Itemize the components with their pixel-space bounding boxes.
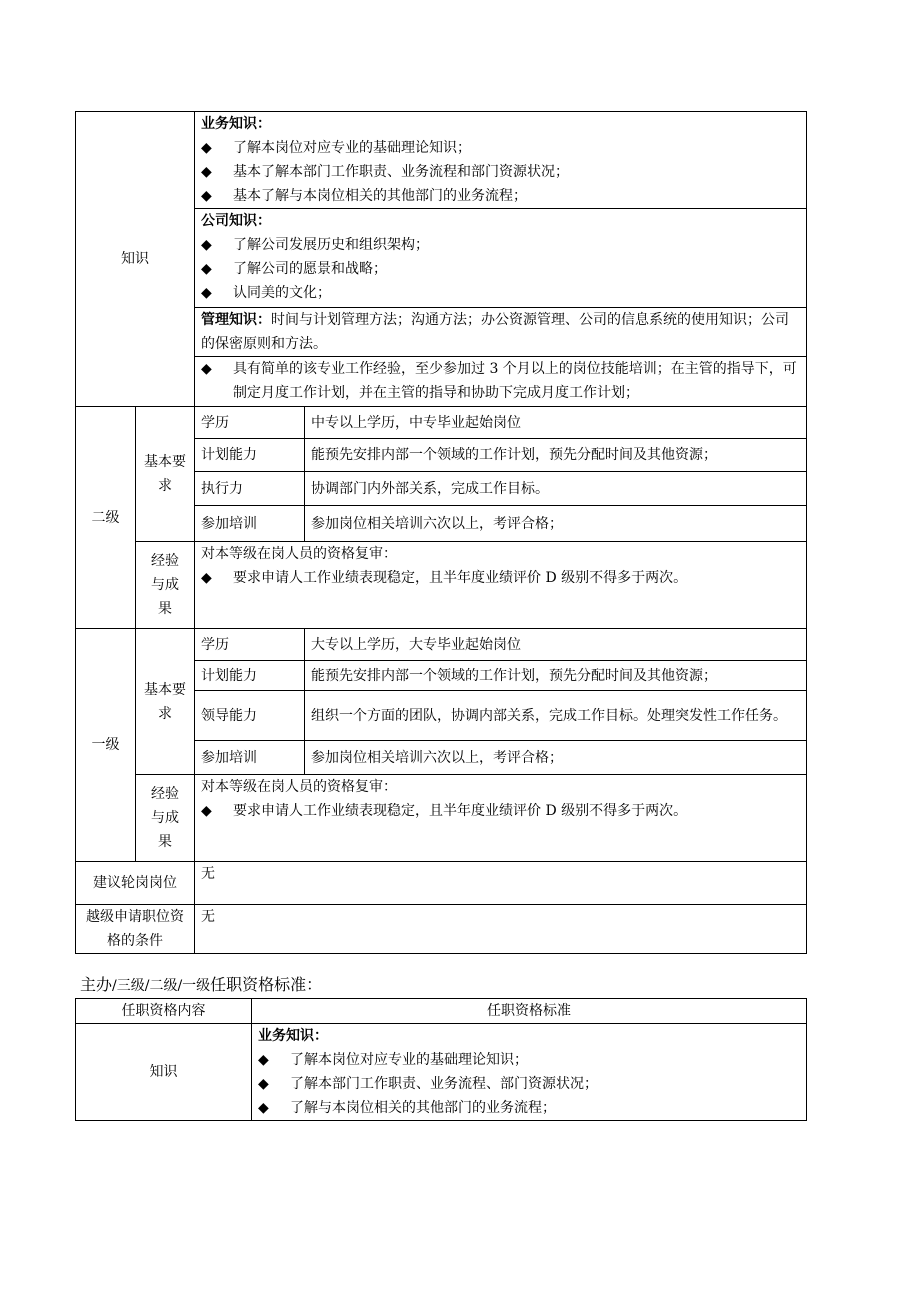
requirement-key: 领导能力 xyxy=(195,691,305,741)
requirement-value: 能预先安排内部一个领域的工作计划，预先分配时间及其他资源； xyxy=(305,439,807,472)
list-item: ◆ 基本了解本部门工作职责、业务流程和部门资源状况； xyxy=(201,160,800,184)
requirement-value: 协调部门内外部关系，完成工作目标。 xyxy=(305,472,807,506)
qualification-table-lower xyxy=(75,998,807,1121)
level-1-label: 一级 xyxy=(76,629,136,862)
management-knowledge-cell xyxy=(195,308,807,357)
list-item: ◆ 要求申请人工作业绩表现稳定，且半年度业绩评价 D 级别不得多于两次。 xyxy=(201,799,800,823)
company-knowledge-cell xyxy=(195,209,807,308)
skip-level-label: 越级申请职位资格的条件 xyxy=(76,905,195,954)
diamond-bullet-icon: ◆ xyxy=(201,261,212,277)
business-knowledge-title: 业务知识： xyxy=(201,116,271,132)
management-knowledge-text: 时间与计划管理方法；沟通方法；办公资源管理、公司的信息系统的使用知识；公司的保密原则和方法。 xyxy=(201,312,789,352)
business-knowledge-cell xyxy=(252,1024,807,1121)
diamond-bullet-icon: ◆ xyxy=(258,1052,269,1068)
requirement-key: 计划能力 xyxy=(195,439,305,472)
list-item: ◆ 具有简单的该专业工作经验，至少参加过 3 个月以上的岗位技能培训；在主管的指导下，可制定月度工作计划，并在主管的指导和协助下完成月度工作计划； xyxy=(201,357,800,405)
experience-results-label: 经验与成果 xyxy=(136,775,195,862)
diamond-bullet-icon: ◆ xyxy=(201,164,212,180)
diamond-bullet-icon: ◆ xyxy=(201,361,212,377)
company-knowledge-title: 公司知识： xyxy=(201,213,271,229)
requirement-value: 能预先安排内部一个领域的工作计划，预先分配时间及其他资源； xyxy=(305,661,807,691)
diamond-bullet-icon: ◆ xyxy=(258,1100,269,1116)
list-item: ◆ 了解本岗位对应专业的基础理论知识； xyxy=(258,1048,800,1072)
experience-cell xyxy=(195,357,807,407)
experience-results-cell xyxy=(195,542,807,629)
list-item: ◆ 了解公司的愿景和战略； xyxy=(201,257,800,281)
requirement-key: 参加培训 xyxy=(195,741,305,775)
requirement-key: 计划能力 xyxy=(195,661,305,691)
experience-results-label: 经验与成果 xyxy=(136,542,195,629)
section-title: 主办/三级/二级/一级任职资格标准： xyxy=(80,975,323,994)
experience-results-cell xyxy=(195,775,807,862)
list-item: ◆ 了解本岗位对应专业的基础理论知识； xyxy=(201,136,800,160)
requirement-key: 执行力 xyxy=(195,472,305,506)
level-2-label: 二级 xyxy=(76,407,136,629)
list-item: ◆ 认同美的文化； xyxy=(201,281,800,305)
list-item: ◆ 了解本部门工作职责、业务流程、部门资源状况； xyxy=(258,1072,800,1096)
rotation-value: 无 xyxy=(195,862,807,905)
basic-requirements-label: 基本要求 xyxy=(136,629,195,775)
list-item: ◆ 要求申请人工作业绩表现稳定，且半年度业绩评价 D 级别不得多于两次。 xyxy=(201,566,800,590)
review-intro: 对本等级在岗人员的资格复审： xyxy=(201,546,397,562)
diamond-bullet-icon: ◆ xyxy=(201,570,212,586)
management-knowledge-title: 管理知识： xyxy=(201,312,271,328)
requirement-value: 中专以上学历，中专毕业起始岗位 xyxy=(305,407,807,439)
knowledge-label: 知识 xyxy=(76,1024,252,1121)
diamond-bullet-icon: ◆ xyxy=(201,237,212,253)
requirement-value: 大专以上学历，大专毕业起始岗位 xyxy=(305,629,807,661)
diamond-bullet-icon: ◆ xyxy=(258,1076,269,1092)
header-standard: 任职资格标准 xyxy=(252,999,807,1024)
diamond-bullet-icon: ◆ xyxy=(201,285,212,301)
requirement-key: 学历 xyxy=(195,407,305,439)
rotation-label: 建议轮岗岗位 xyxy=(76,862,195,905)
diamond-bullet-icon: ◆ xyxy=(201,188,212,204)
list-item: ◆ 了解公司发展历史和组织架构； xyxy=(201,233,800,257)
requirement-key: 学历 xyxy=(195,629,305,661)
list-item: ◆ 了解与本岗位相关的其他部门的业务流程； xyxy=(258,1096,800,1120)
diamond-bullet-icon: ◆ xyxy=(201,803,212,819)
requirement-value: 组织一个方面的团队，协调内部关系，完成工作目标。处理突发性工作任务。 xyxy=(305,691,807,741)
basic-requirements-label: 基本要求 xyxy=(136,407,195,542)
review-intro: 对本等级在岗人员的资格复审： xyxy=(201,779,397,795)
knowledge-label: 知识 xyxy=(76,112,195,407)
skip-level-value: 无 xyxy=(195,905,807,954)
diamond-bullet-icon: ◆ xyxy=(201,140,212,156)
requirement-value: 参加岗位相关培训六次以上，考评合格； xyxy=(305,741,807,775)
requirement-key: 参加培训 xyxy=(195,506,305,542)
qualification-table-upper xyxy=(75,111,807,954)
list-item: ◆ 基本了解与本岗位相关的其他部门的业务流程； xyxy=(201,184,800,208)
requirement-value: 参加岗位相关培训六次以上，考评合格； xyxy=(305,506,807,542)
header-content: 任职资格内容 xyxy=(76,999,252,1024)
business-knowledge-cell xyxy=(195,112,807,209)
business-knowledge-title: 业务知识： xyxy=(258,1028,328,1044)
